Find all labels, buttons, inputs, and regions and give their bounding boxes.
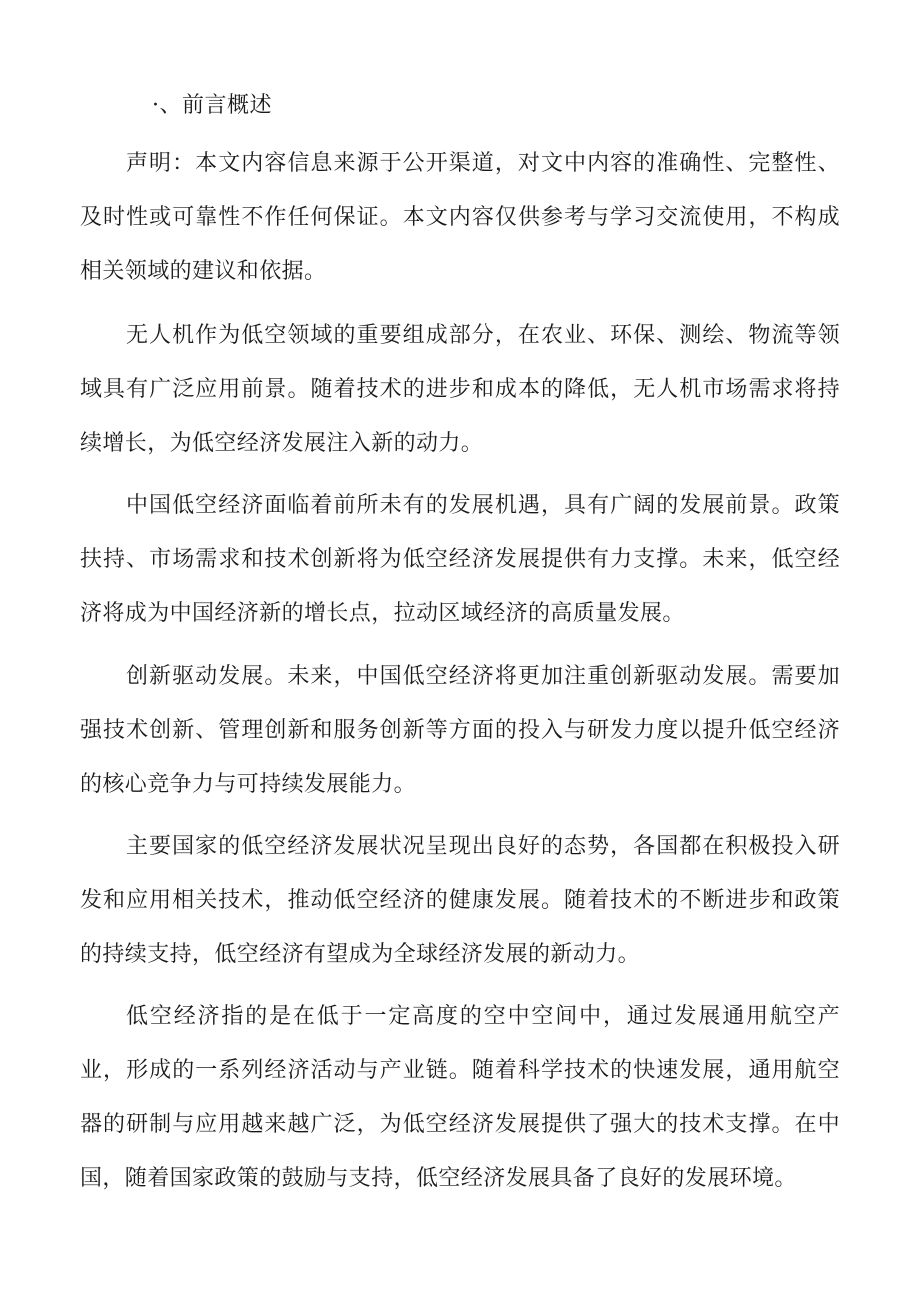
definition-paragraph: 低空经济指的是在低于一定高度的空中空间中，通过发展通用航空产业，形成的一系列经济活动与产业链。随着科学技术的快速发展，通用航空器的研制与应用越来越广泛，为低空经济发展提供了强大的技术支撑。在中国，随着国家政策的鼓励与支持，低空经济发展具备了良好的发展环境。 [80,1004,840,1191]
major-countries-paragraph: 主要国家的低空经济发展状况呈现出良好的态势，各国都在积极投入研发和应用相关技术，推动低空经济的健康发展。随着技术的不断进步和政策的持续支持，低空经济有望成为全球经济发展的新动力。 [80,834,840,967]
china-outlook-paragraph: 中国低空经济面临着前所未有的发展机遇，具有广阔的发展前景。政策扶持、市场需求和技术创新将为低空经济发展提供有力支撑。未来，低空经济将成为中国经济新的增长点，拉动区域经济的高质量发展。 [80,493,840,626]
drone-paragraph: 无人机作为低空领域的重要组成部分，在农业、环保、测绘、物流等领域具有广泛应用前景。随着技术的进步和成本的降低，无人机市场需求将持续增长，为低空经济发展注入新的动力。 [80,323,840,456]
innovation-paragraph: 创新驱动发展。未来，中国低空经济将更加注重创新驱动发展。需要加强技术创新、管理创新和服务创新等方面的投入与研发力度以提升低空经济的核心竞争力与可持续发展能力。 [80,664,840,797]
section-heading: ·、前言概述 [152,93,272,118]
disclaimer-paragraph: 声明：本文内容信息来源于公开渠道，对文中内容的准确性、完整性、及时性或可靠性不作任何保证。本文内容仅供参考与学习交流使用，不构成相关领域的建议和依据。 [80,151,840,284]
